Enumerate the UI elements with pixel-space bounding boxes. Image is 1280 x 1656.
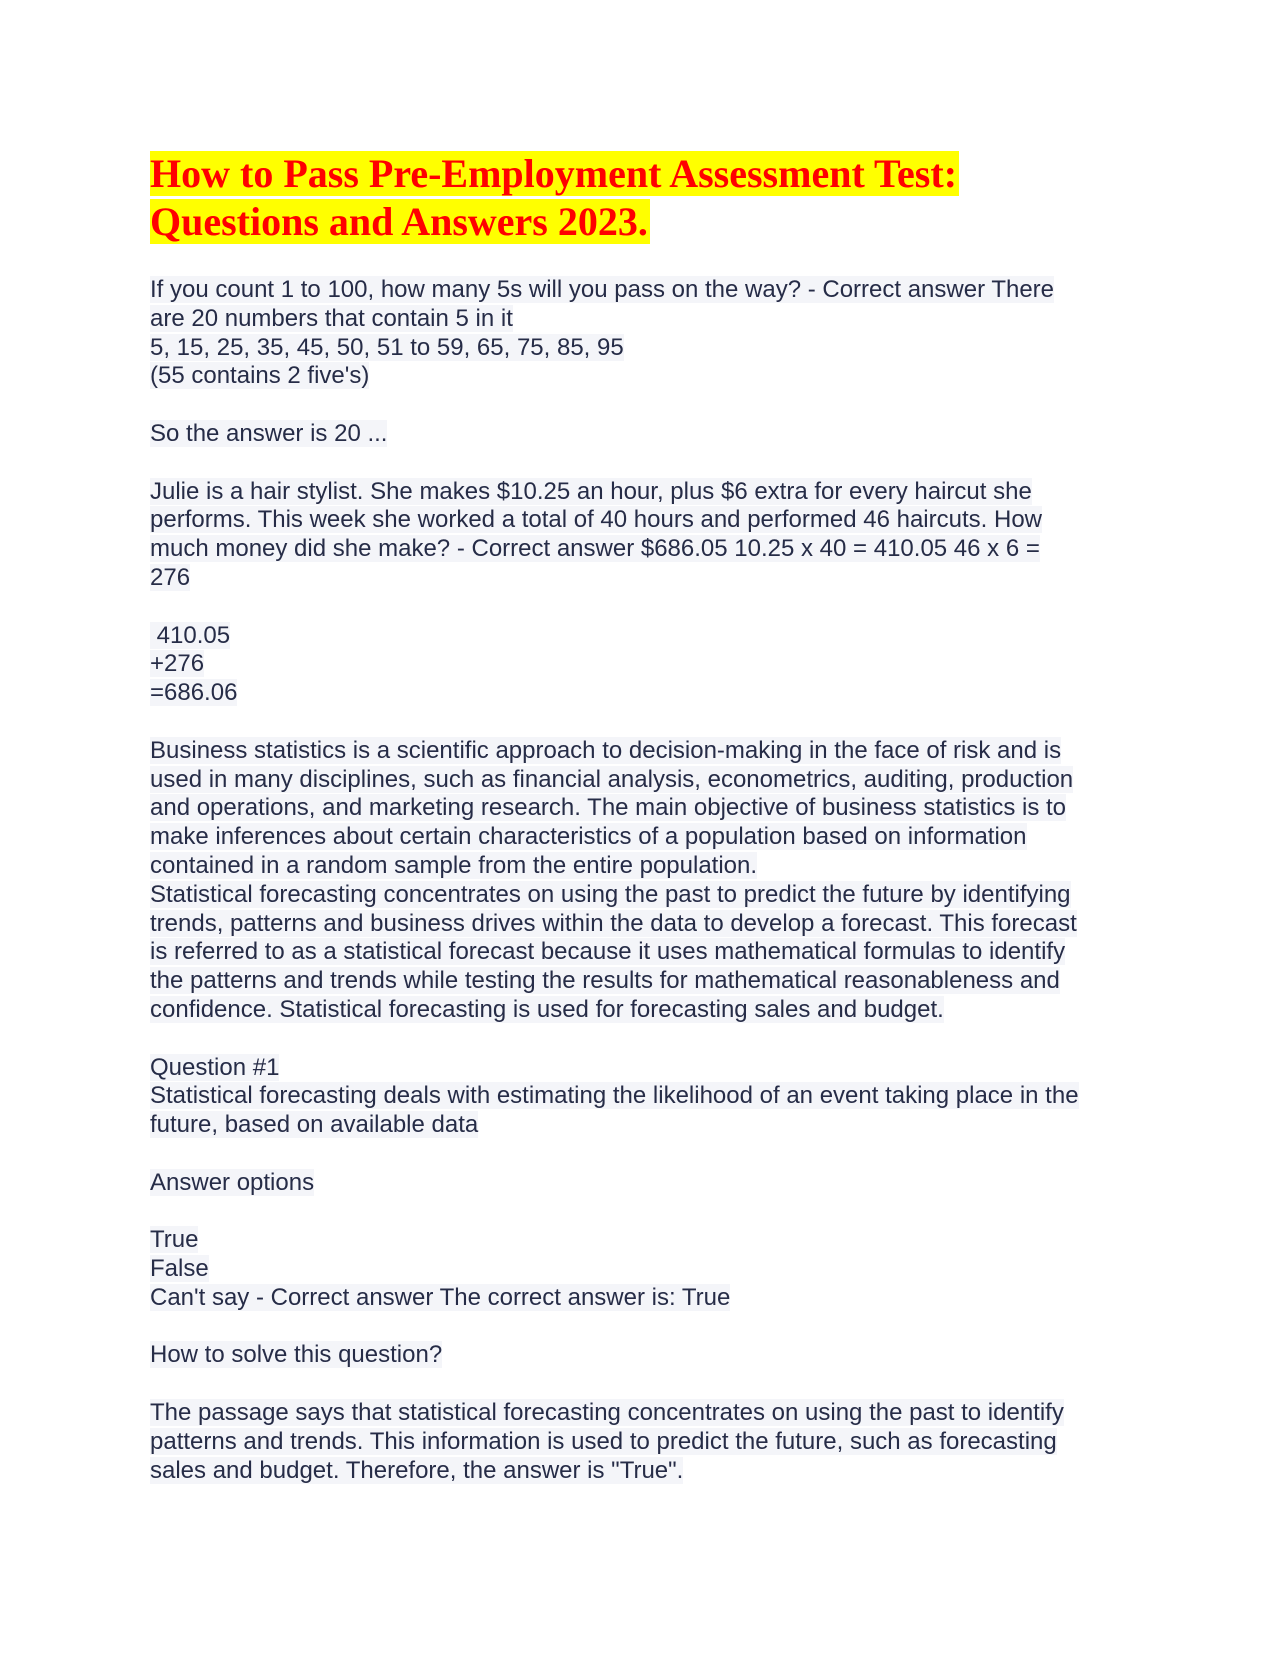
text-line xyxy=(150,305,1130,334)
text-line-content: performs. This week she worked a total of 40 hours and performed 46 haircuts. How xyxy=(150,506,1042,534)
text-line-content: confidence. Statistical forecasting is used for forecasting sales and budget. xyxy=(150,995,944,1023)
text-line xyxy=(150,535,1130,564)
text-line-content: The passage says that statistical forecasting concentrates on using the past to identify xyxy=(150,1399,1064,1427)
text-line-content: Statistical forecasting concentrates on using the past to predict the future by identifying xyxy=(150,880,1071,908)
text-line-content: sales and budget. Therefore, the answer is "True". xyxy=(150,1456,684,1484)
text-line xyxy=(150,1255,1130,1284)
text-line-content: trends, patterns and business drives within the data to develop a forecast. This forecast xyxy=(150,909,1077,937)
paragraph xyxy=(150,1169,1130,1198)
paragraph xyxy=(150,478,1130,593)
text-line xyxy=(150,967,1130,996)
text-line-content: the patterns and trends while testing the results for mathematical reasonableness and xyxy=(150,967,1060,995)
text-line xyxy=(150,506,1130,535)
text-line xyxy=(150,1341,1130,1370)
text-line-content: patterns and trends. This information is used to predict the future, such as forecasting xyxy=(150,1427,1057,1455)
text-line-content: True xyxy=(150,1226,199,1254)
text-line xyxy=(150,852,1130,881)
text-line xyxy=(150,996,1130,1025)
text-line xyxy=(150,881,1130,910)
text-line xyxy=(150,420,1130,449)
text-line xyxy=(150,1111,1130,1140)
title-line-2: Questions and Answers 2023. xyxy=(150,199,648,244)
text-line xyxy=(150,679,1130,708)
text-line-content: If you count 1 to 100, how many 5s will you pass on the way? - Correct answer There xyxy=(150,276,1055,303)
text-line xyxy=(150,794,1130,823)
text-line-content: are 20 numbers that contain 5 in it xyxy=(150,304,513,332)
paragraph xyxy=(150,276,1130,391)
paragraph xyxy=(150,1341,1130,1370)
text-line xyxy=(150,1054,1130,1083)
text-line xyxy=(150,1226,1130,1255)
document-body xyxy=(150,276,1130,1485)
text-line-content: How to solve this question? xyxy=(150,1341,443,1369)
text-line xyxy=(150,910,1130,939)
text-line-content: future, based on available data xyxy=(150,1111,479,1139)
text-line xyxy=(150,1169,1130,1198)
text-line-content: +276 xyxy=(150,650,205,678)
text-line xyxy=(150,1399,1130,1428)
text-line xyxy=(150,478,1130,507)
text-line xyxy=(150,650,1130,679)
text-line xyxy=(150,1428,1130,1457)
text-line-content: contained in a random sample from the entire population. xyxy=(150,851,758,879)
text-line-content: So the answer is 20 ... xyxy=(150,419,388,447)
paragraph xyxy=(150,1399,1130,1485)
text-line xyxy=(150,737,1130,766)
text-line-content: much money did she make? - Correct answer $686.05 10.25 x 40 = 410.05 46 x 6 = xyxy=(150,535,1040,563)
text-line-content: (55 contains 2 five's) xyxy=(150,362,370,390)
paragraph xyxy=(150,1226,1130,1312)
text-line-content: =686.06 xyxy=(150,679,238,707)
document-page xyxy=(150,150,1130,1514)
paragraph xyxy=(150,1054,1130,1140)
paragraph xyxy=(150,420,1130,449)
text-line-content: Statistical forecasting deals with estimating the likelihood of an event taking place in the xyxy=(150,1082,1079,1110)
text-line-content: is referred to as a statistical forecast because it uses mathematical formulas to identify xyxy=(150,938,1066,966)
document-title xyxy=(150,150,1130,246)
text-line xyxy=(150,334,1130,363)
text-line-content: 276 xyxy=(150,563,191,591)
text-line-content: used in many disciplines, such as financial analysis, econometrics, auditing, production xyxy=(150,765,1074,793)
paragraph xyxy=(150,622,1130,708)
text-line-content: Business statistics is a scientific approach to decision-making in the face of risk and is xyxy=(150,736,1062,764)
text-line-content: Julie is a hair stylist. She makes $10.25 an hour, plus $6 extra for every haircut she xyxy=(150,477,1032,505)
title-line-1: How to Pass Pre-Employment Assessment Test: xyxy=(150,151,958,196)
text-line-content: and operations, and marketing research. The main objective of business statistics is to xyxy=(150,794,1067,822)
text-line-content: Answer options xyxy=(150,1168,315,1196)
text-line xyxy=(150,564,1130,593)
text-line-content: 410.05 xyxy=(150,621,231,649)
text-line xyxy=(150,823,1130,852)
text-line-content: Can't say - Correct answer The correct answer is: True xyxy=(150,1283,731,1311)
text-line-content: Question #1 xyxy=(150,1053,280,1081)
text-line xyxy=(150,938,1130,967)
text-line-content: 5, 15, 25, 35, 45, 50, 51 to 59, 65, 75, 85, 95 xyxy=(150,333,624,361)
text-line xyxy=(150,1284,1130,1313)
text-line xyxy=(150,766,1130,795)
text-line xyxy=(150,362,1130,391)
text-line-content: make inferences about certain characteristics of a population based on information xyxy=(150,823,1027,851)
text-line xyxy=(150,276,1130,305)
text-line xyxy=(150,1457,1130,1486)
text-line-content: False xyxy=(150,1255,209,1283)
paragraph xyxy=(150,737,1130,1025)
text-line xyxy=(150,622,1130,651)
text-line xyxy=(150,1082,1130,1111)
